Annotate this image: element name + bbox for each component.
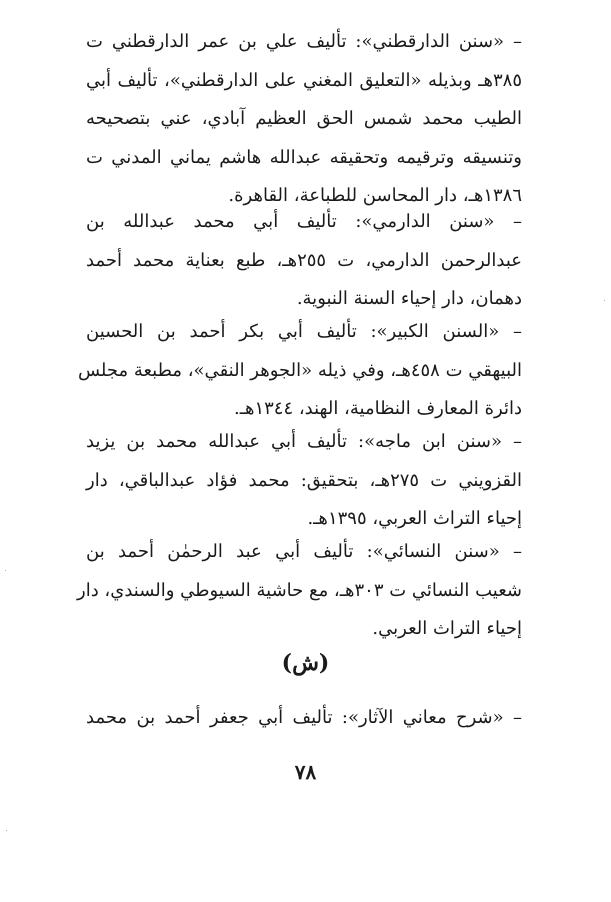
entry-line: – «السنن الكبير»: تأليف أبي بكر أحمد بن الحسين [86, 321, 522, 342]
bibliography-entry-sunan-ibn-majah [86, 423, 522, 539]
entry-line: – «سنن الدارمي»: تأليف أبي محمد عبدالله بن [86, 211, 522, 232]
entry-line: – «سنن النسائي»: تأليف أبي عبد الرحمٰن أحمد بن [86, 541, 522, 562]
bibliography-entry-sunan-daraqutni [86, 23, 522, 216]
section-heading: (ش) [281, 650, 330, 676]
entry-line: دهمان، دار إحياء السنة النبوية. [296, 288, 522, 309]
entry-line: – «سنن الدارقطني»: تأليف علي بن عمر الدارقطني ت [86, 31, 522, 52]
entry-line: القزويني ت ٢٧٥هـ، بتحقيق: محمد فؤاد عبدالباقي، دار [86, 469, 522, 491]
scan-speck [5, 570, 6, 571]
bibliography-entry-sunan-darimi [86, 203, 522, 319]
entry-line: وتنسيقه وترقيمه وتحقيقه عبدالله هاشم يماني المدني ت [86, 146, 522, 168]
entry-line: البيهقي ت ٤٥٨هـ، وفي ذيله «الجوهر النقي»، مطبعة مجلس [77, 359, 522, 381]
bibliography-entry-sunan-kabir [77, 313, 522, 429]
entry-line: – «شرح معاني الآثار»: تأليف أبي جعفر أحمد بن محمد [86, 707, 522, 728]
bibliography-entry-sunan-nasai [77, 533, 522, 649]
bibliography-entry-sharh-maani-al-athar [86, 699, 522, 738]
entry-line: – «سنن ابن ماجه»: تأليف أبي عبدالله محمد بن يزيد [86, 431, 522, 452]
entry-line: ١٣٨٦هـ، دار المحاسن للطباعة، القاهرة. [228, 185, 522, 206]
entry-line: ٣٨٥هـ وبذيله «التعليق المغني على الدارقطني»، تأليف أبي [86, 69, 522, 91]
page-number: ٧٨ [294, 760, 317, 784]
scan-speck [604, 300, 605, 301]
entry-line: عبدالرحمن الدارمي، ت ٢٥٥هـ، طبع بعناية محمد أحمد [86, 249, 522, 271]
entry-line: إحياء التراث العربي. [372, 618, 522, 639]
entry-line: دائرة المعارف النظامية، الهند، ١٣٤٤هـ. [233, 398, 522, 419]
entry-line: إحياء التراث العربي، ١٣٩٥هـ. [307, 508, 522, 529]
entry-line: الطيب محمد شمس الحق العظيم آبادي، عني بتصحيحه [86, 108, 522, 129]
scan-speck [6, 830, 7, 831]
entry-line: شعيب النسائي ت ٣٠٣هـ، مع حاشية السيوطي والسندي، دار [77, 579, 522, 601]
